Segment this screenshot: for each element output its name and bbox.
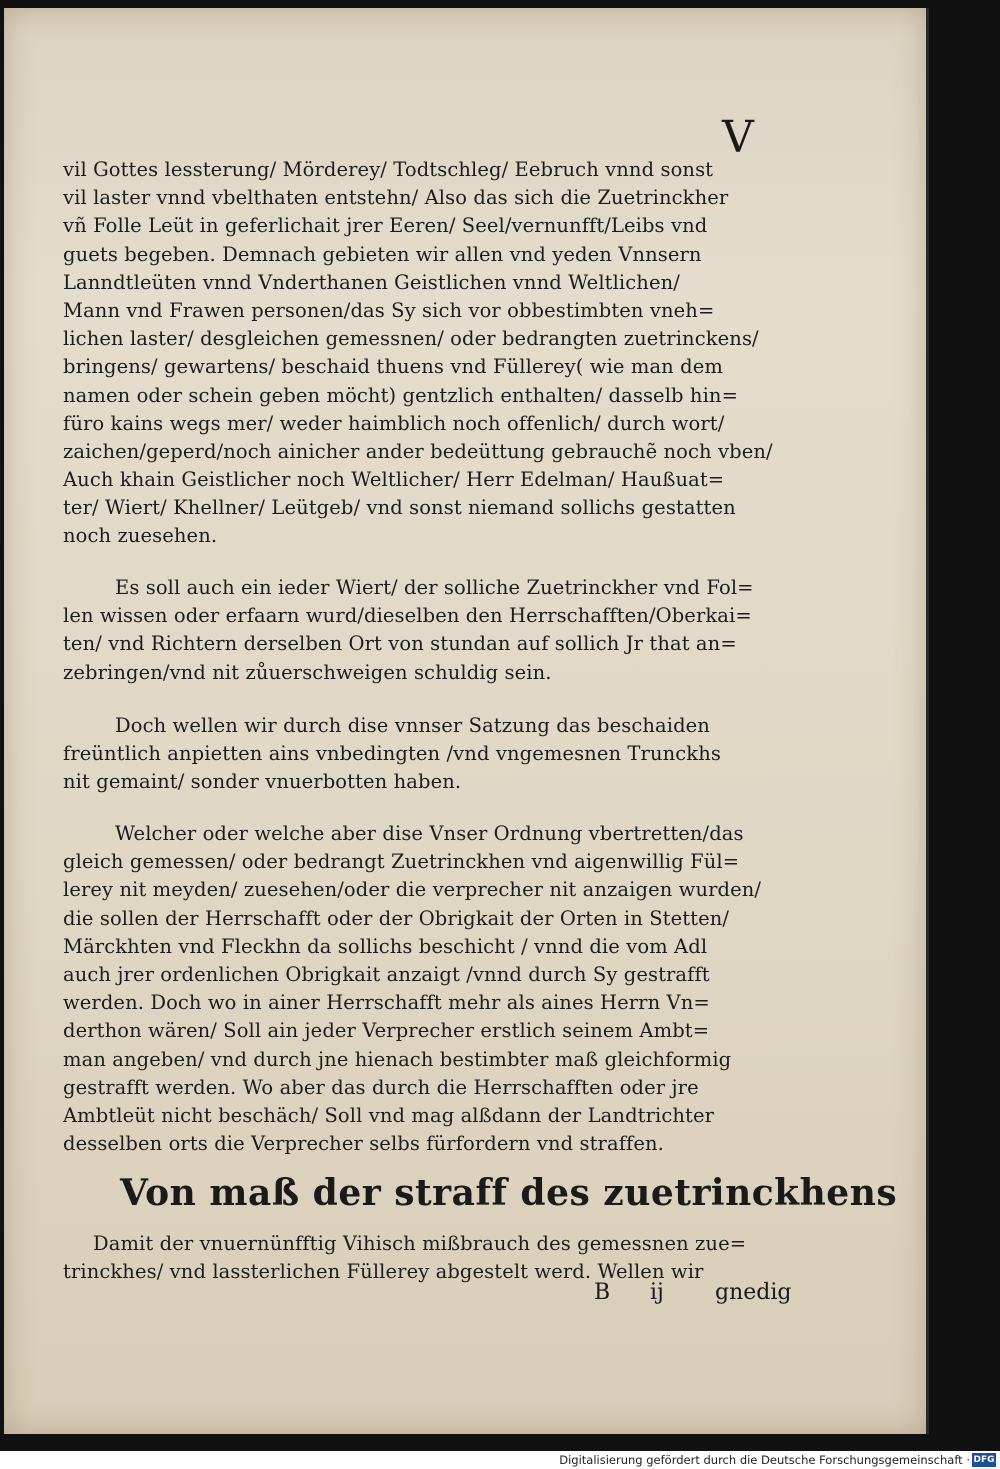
section-heading: Von maß der straff des zuetrinckhens [120,1172,898,1214]
text-line: lichen laster/ desgleichen gemessnen/ oder bedrangten zuetrinckens/ [63,327,759,351]
text-line: Doch wellen wir durch dise vnnser Satzung das beschaiden [115,714,710,737]
text-line: namen oder schein geben möcht) gentzlich enthalten/ dasselb hin= [63,383,739,407]
text-line: Auch khain Geistlicher noch Weltlicher/ Herr Edelman/ Haußuat= [63,468,725,492]
text-line: nit gemaint/ sonder vnuerbotten haben. [63,770,462,794]
text-line: vñ Folle Leüt in geferlichait jrer Eeren/ Seel/vernunfft/Leibs vnd [63,214,708,238]
paragraph-3 [63,712,798,797]
text-line: werden. Doch wo in ainer Herrschafft mehr als aines Herrn Vn= [63,991,710,1015]
text-line: lerey nit meyden/ zuesehen/oder die verprecher nit anzaigen wurden/ [63,878,762,902]
text-line: ter/ Wiert/ Khellner/ Leütgeb/ vnd sonst niemand sollichs gestatten [63,496,736,520]
text-line: füro kains wegs mer/ weder haimblich noch offenlich/ durch wort/ [63,411,725,435]
text-line: Lanndtleüten vnnd Vnderthanen Geistlichen vnnd Weltlichen/ [63,270,680,294]
signature-number: ij [650,1280,664,1305]
dfg-logo: DFG [973,1455,995,1465]
text-line: die sollen der Herrschafft oder der Obrigkait der Orten in Stetten/ [63,906,730,930]
text-line: auch jrer ordenlichen Obrigkait anzaigt /vnnd durch Sy gestrafft [63,962,710,986]
text-line: trinckhes/ vnd lassterlichen Füllerey abgestelt werd. Wellen wir [63,1260,704,1284]
text-line: gleich gemessen/ oder bedrangt Zuetrinckhen vnd aigenwillig Fül= [63,850,740,874]
text-line: derthon wären/ Soll ain jeder Verprecher erstlich seinem Ambt= [63,1019,710,1043]
text-line: Ambtleüt nicht beschäch/ Soll vnd mag alßdann der Landtrichter [63,1103,715,1127]
folio-number: V [722,112,754,163]
funding-credit: Digitalisierung gefördert durch die Deutsche Forschungsgemeinschaft · [559,1453,970,1467]
text-line: len wissen oder erfaarn wurd/dieselben den Herrschafften/Oberkai= [63,604,752,628]
text-line: guets begeben. Demnach gebieten wir allen vnd yeden Vnnsern [63,242,702,266]
text-line: desselben orts die Verprecher selbs fürfordern vnd straffen. [63,1132,664,1156]
text-line: gestrafft werden. Wo aber das durch die Herrschafften oder jre [63,1075,699,1099]
text-line: vil laster vnnd vbelthaten entstehn/ Also das sich die Zuetrinckher [63,186,729,210]
text-line: bringens/ gewartens/ beschaid thuens vnd Füllerey( wie man dem [63,355,723,379]
paragraph-1 [63,156,798,551]
text-line: ten/ vnd Richtern derselben Ort von stundan auf sollich Jr that an= [63,632,737,656]
paragraph-5 [63,1230,798,1286]
text-line: Mann vnd Frawen personen/das Sy sich vor obbestimbten vneh= [63,298,715,322]
text-line: Damit der vnuernünfftig Vihisch mißbrauch des gemessnen zue= [93,1232,747,1255]
text-line: vil Gottes lessterung/ Mörderey/ Todtschleg/ Eebruch vnnd sonst [63,158,714,181]
paragraph-4 [63,820,798,1158]
text-line: zebringen/vnd nit zůuerschweigen schuldig sein. [63,660,552,684]
text-line: zaichen/geperd/noch ainicher ander bedeüttung gebrauchẽ noch vben/ [63,439,773,463]
text-line: man angeben/ vnd durch jne hienach bestimbter maß gleichformig [63,1047,732,1071]
catchword: gnedig [715,1280,792,1305]
text-line: Märckhten vnd Fleckhn da sollichs beschicht / vnnd die vom Adl [63,934,708,958]
paragraph-2 [63,574,798,687]
text-line: Welcher oder welche aber dise Vnser Ordnung vbertretten/das [115,822,744,845]
text-line: freüntlich anpietten ains vnbedingten /vnd vngemesnen Trunckhs [63,742,721,766]
signature-mark: B [594,1280,611,1305]
text-line: Es soll auch ein ieder Wiert/ der solliche Zuetrinckher vnd Fol= [115,576,754,599]
text-line: noch zuesehen. [63,524,218,548]
